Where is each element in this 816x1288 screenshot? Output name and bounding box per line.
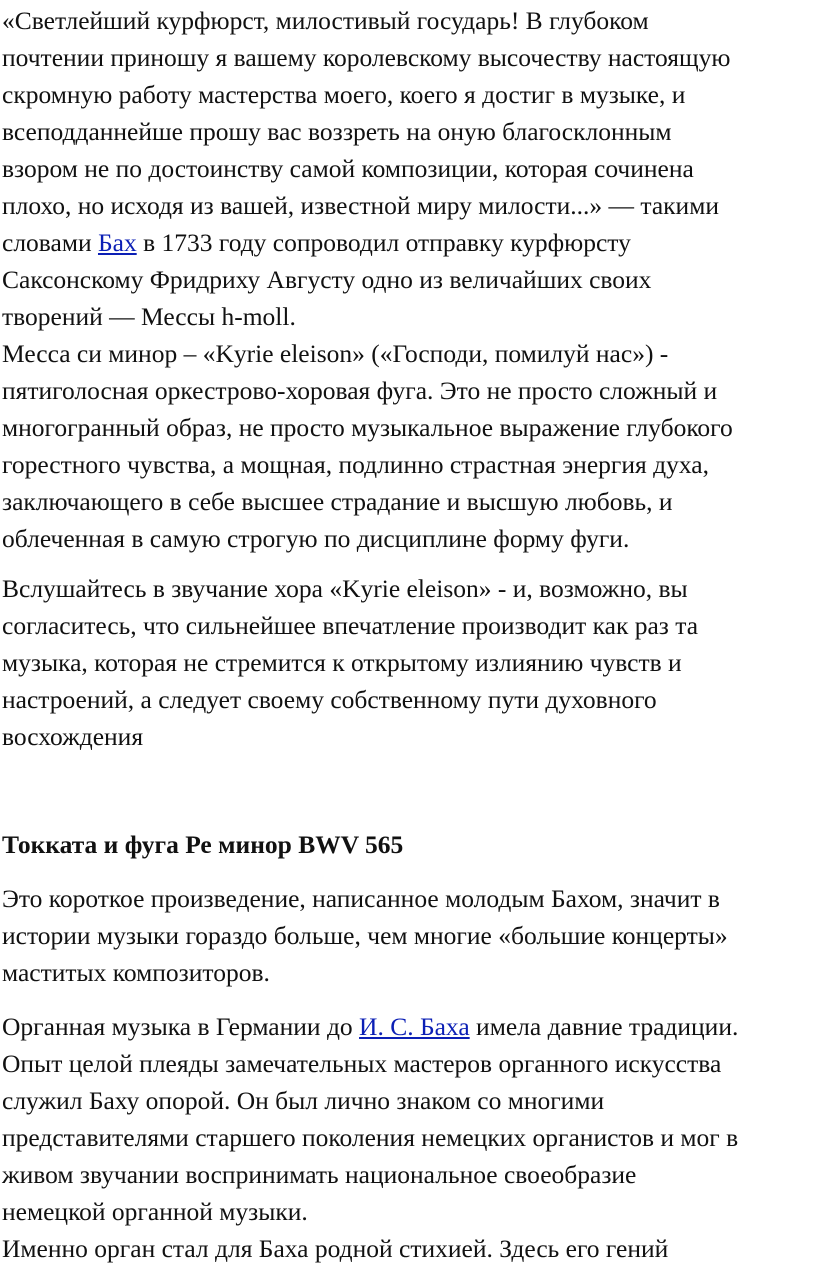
text-line: творений — Мессы h-moll. [2, 302, 296, 331]
bach-link[interactable]: Бах [97, 228, 137, 257]
text-line: живом звучании воспринимать национальное своеобразие [2, 1160, 637, 1189]
text-line: Месса си минор – «Kyrie eleison» («Господи, помилуй нас») - [2, 339, 669, 368]
text-line: взором не по достоинству самой композиции, которая сочинена [2, 154, 694, 183]
text-line [2, 224, 814, 261]
text-line: всеподданнейше прошу вас воззреть на оную благосклонным [2, 117, 672, 146]
text-line: Саксонскому Фридриху Августу одно из величайших своих [2, 265, 652, 294]
text-line: немецкой органной музыки. [2, 1197, 308, 1226]
section-heading [2, 826, 814, 863]
text-line: горестного чувства, а мощная, подлинно страстная энергия духа, [2, 450, 709, 479]
text-segment: словами [2, 228, 98, 257]
paragraph-toccata [2, 880, 814, 991]
text-line [2, 1008, 814, 1045]
heading-text: Токката и фуга Ре минор BWV 565 [2, 830, 404, 859]
text-line: восхождения [2, 722, 144, 751]
text-line: скромную работу мастерства моего, коего я достиг в музыке, и [2, 80, 686, 109]
paragraph-listen [2, 570, 814, 755]
text-line: Опыт целой плеяды замечательных мастеров органного искусства [2, 1049, 722, 1078]
text-line: музыка, которая не стремится к открытому излиянию чувств и [2, 648, 682, 677]
text-segment: Органная музыка в Германии до [2, 1012, 360, 1041]
text-line: облеченная в самую строгую по дисциплине форму фуги. [2, 524, 630, 553]
text-line: служил Баху опорой. Он был лично знаком со многими [2, 1086, 605, 1115]
paragraph-organ-music [2, 1008, 814, 1267]
text-line: многогранный образ, не просто музыкальное выражение глубокого [2, 413, 733, 442]
text-line: Вслушайтесь в звучание хора «Kyrie eleison» - и, возможно, вы [2, 574, 688, 603]
text-line: Именно орган стал для Баха родной стихией. Здесь его гений [2, 1234, 669, 1263]
text-line: согласитесь, что сильнейшее впечатление производит как раз та [2, 611, 699, 640]
text-line: почтении приношу я вашему королевскому высочеству настоящую [2, 43, 731, 72]
text-segment: имела давние традиции. [469, 1012, 739, 1041]
text-line: «Светлейший курфюрст, милостивый государь! В глубоком [2, 6, 649, 35]
js-bach-link[interactable]: И. С. Баха [359, 1012, 470, 1041]
text-line: истории музыки гораздо больше, чем многие «большие концерты» [2, 921, 728, 950]
text-line: плохо, но исходя из вашей, известной миру милости...» — такими [2, 191, 719, 220]
text-line: Это короткое произведение, написанное молодым Бахом, значит в [2, 884, 720, 913]
text-line: пятиголосная оркестрово-хоровая фуга. Это не просто сложный и [2, 376, 718, 405]
text-segment: в 1733 году сопроводил отправку курфюрсту [136, 228, 631, 257]
text-line: представителями старшего поколения немецких органистов и мог в [2, 1123, 739, 1152]
text-line: настроений, а следует своему собственному пути духовного [2, 685, 657, 714]
text-line: заключающего в себе высшее страдание и высшую любовь, и [2, 487, 673, 516]
text-line: маститых композиторов. [2, 958, 270, 987]
paragraph-mass-intro [2, 2, 814, 557]
